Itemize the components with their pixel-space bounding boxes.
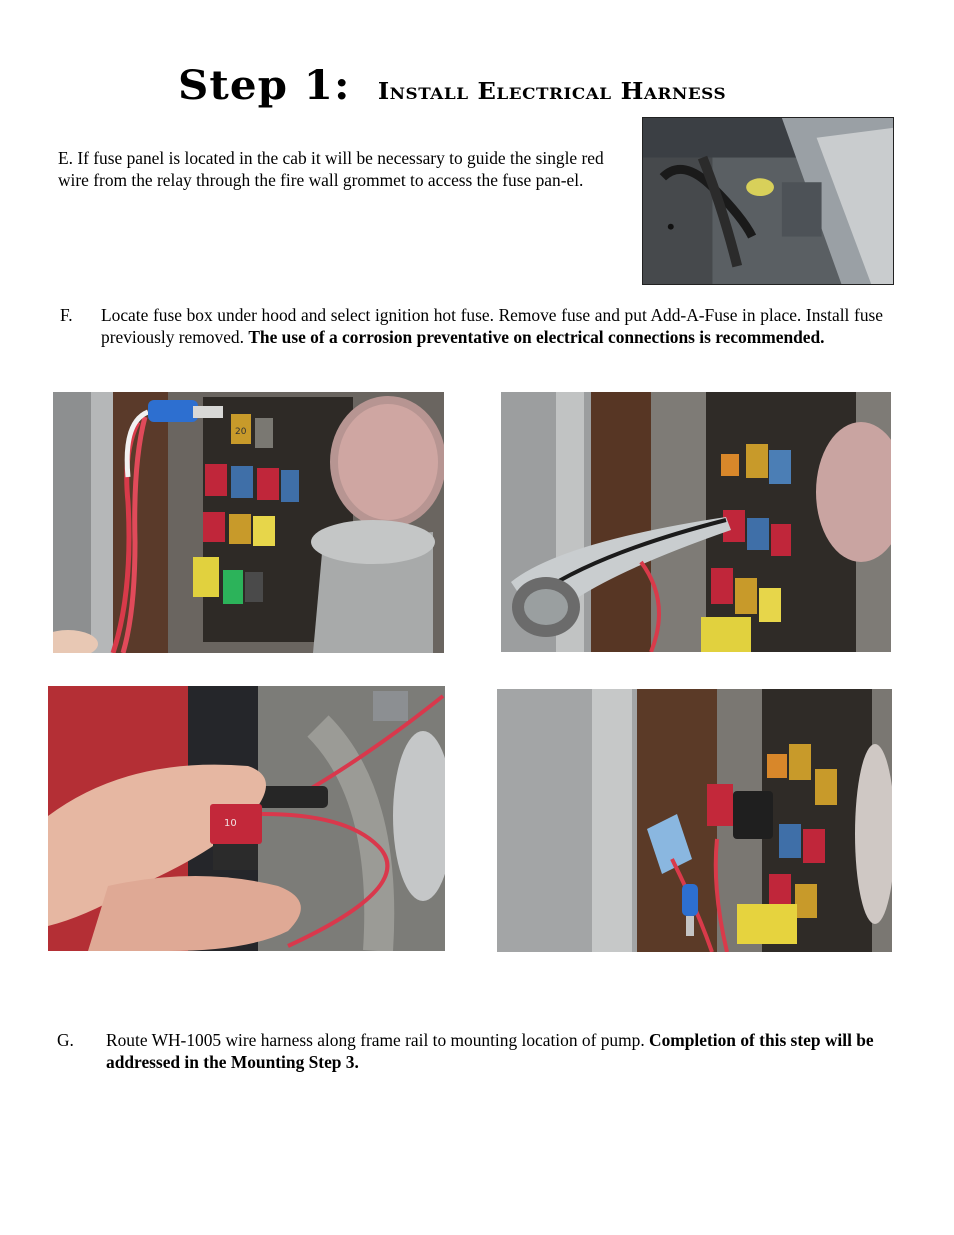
page-heading bbox=[178, 62, 726, 109]
step-f-text: Locate fuse box under hood and select ignition hot fuse. Remove fuse and put Add-A-Fuse in place. Install fuse previously removed. bbox=[101, 305, 883, 347]
step-g-letter: G. bbox=[57, 1030, 74, 1050]
step-title: Install Electrical Harness bbox=[377, 78, 727, 105]
step-f-body bbox=[101, 304, 883, 348]
step-number: Step 1: bbox=[178, 62, 351, 109]
step-e-text: E. If fuse panel is located in the cab it will be necessary to guide the single red wire from the relay through the fire wall grommet to access the fuse pan-el. bbox=[58, 148, 604, 190]
add-a-fuse-label: 10 bbox=[224, 818, 237, 829]
photo-add-a-fuse-installed bbox=[497, 689, 892, 952]
fuse-label-20: 20 bbox=[235, 427, 247, 437]
step-f-bold: The use of a corrosion preventative on electrical connections is recommended. bbox=[248, 327, 825, 347]
step-g-bold: Completion of this step will be addressed in the Mounting Step 3. bbox=[106, 1030, 874, 1072]
step-g-body bbox=[106, 1029, 886, 1073]
photo-firewall-grommet bbox=[642, 117, 894, 285]
step-f-letter: F. bbox=[60, 305, 73, 325]
photo-pliers-removing-fuse bbox=[501, 392, 891, 652]
photo-fuse-box-connector bbox=[53, 392, 444, 653]
photo-add-a-fuse-in-hand bbox=[48, 686, 445, 951]
step-g-text: Route WH-1005 wire harness along frame rail to mounting location of pump. bbox=[106, 1030, 650, 1050]
